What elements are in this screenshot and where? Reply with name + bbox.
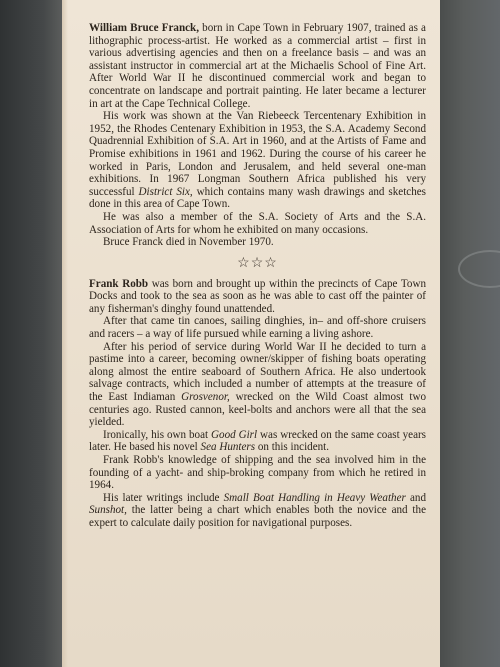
franck-bio-paragraph-4: Bruce Franck died in November 1970. [103, 236, 274, 249]
section-separator-stars: ☆☆☆ [237, 255, 278, 271]
franck-bio-paragraph-1: William Bruce Franck, born in Cape Town in February 1907, trained as a lithographic process-artist. He worked as a commercial artist – first in various advertising agencies and then on a freelance basis – and was an assistant instructor in commercial art at the Michaelis School of Fine Art. After World War II he discontinued commercial work and began to concentrate on landscape and portrait painting. He later became a lecturer in art at the Cape Technical College. [89, 22, 426, 110]
robb-name: Frank Robb [89, 277, 149, 290]
chart-title-sunshot: Sunshot, [89, 504, 127, 517]
franck-bio-paragraph-2: His work was shown at the Van Riebeeck Tercentenary Exhibition in 1952, the Rhodes Centenary Exhibition in 1953, the S.A. Academy Second Quadrennial Exhibition of S.A. Art in 1960, and at the Artists of Fame and Promise exhibitions in 1961 and 1962. During the course of his career he worked in Paris, London and Jerusalem, and held several one-man exhibitions. In 1967 Longman Southern Africa published his very successful District Six, which contains many wash drawings and sketches done in this area of Cape Town. [89, 110, 426, 211]
book-title-district-six: District Six, [138, 185, 193, 198]
franck-name: William Bruce Franck, [89, 22, 199, 34]
ship-name-grosvenor: Grosvenor, [181, 391, 230, 404]
franck-bio-paragraph-3: He was also a member of the S.A. Society of Arts and the S.A. Association of Arts for whom he exhibited on many occasions. [89, 210, 426, 236]
page-edge-shadow [62, 0, 68, 667]
boat-name-good-girl: Good Girl [211, 428, 258, 441]
robb-bio-paragraph-3: After his period of service during World War II he decided to turn a pastime into a career, becoming owner/skipper of fishing boats operating along almost the entire seaboard of Southern Africa. He also undertook salvage contracts, which included a number of attempts at the treasure of the East Indiaman Grosvenor, wrecked on the Wild Coast almost two centuries ago. Rusted cannon, keel-bolts and anchors were all that the sea yielded. [89, 340, 426, 429]
book-title-sea-hunters: Sea Hunters [200, 441, 256, 454]
background-surface-right [440, 0, 500, 667]
background-surface-left [0, 0, 62, 667]
book-title-small-boat-handling: Small Boat Handling in Heavy Weather [223, 491, 406, 504]
robb-bio-paragraph-1: Frank Robb was born and brought up within the precincts of Cape Town Docks and took to the sea as soon as he was able to cast off the painter of any fisherman's dinghy found unattended. [89, 277, 426, 315]
robb-bio-paragraph-2: After that came tin canoes, sailing dinghies, in– and off-shore cruisers and racers – a way of life pursued while earning a living ashore. [89, 315, 426, 341]
robb-bio-paragraph-6: His later writings include Small Boat Handling in Heavy Weather and Sunshot, the latter being a chart which enables both the novice and the expert to calculate daily position for navigational purposes. [89, 491, 426, 529]
page-text [89, 22, 426, 530]
robb-bio-paragraph-5: Frank Robb's knowledge of shipping and the sea involved him in the founding of a yacht- and ship-broking company from which he retired in 1964. [89, 454, 426, 492]
robb-bio-paragraph-4: Ironically, his own boat Good Girl was wrecked on the same coast years later. He based his novel Sea Hunters on this incident. [89, 428, 427, 454]
